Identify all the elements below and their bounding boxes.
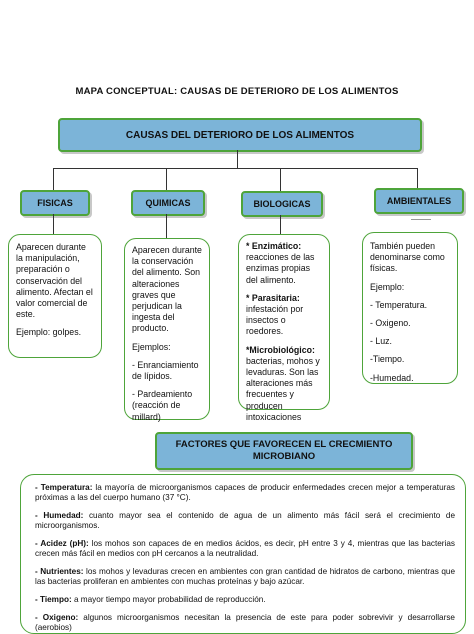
connector-quimicas [166, 168, 167, 190]
category-biologicas: BIOLOGICAS [241, 191, 323, 217]
quimicas-examples-label: Ejemplos: [132, 341, 171, 352]
factor-text: la mayoría de microorganismos capaces de producir enfermedades crecen mejor a temperaturas próximas a las del cuerpo humano (37 °C). [35, 483, 455, 502]
category-ambientales: AMBIENTALES [374, 188, 464, 214]
factor-text: cuanto mayor sea el contenido de agua de un alimento más fácil será el crecimiento de microorganismos. [35, 511, 456, 530]
factor-label: - Nutrientes: [35, 567, 84, 576]
ambientales-item: -Humedad. [370, 372, 414, 383]
factor-text: los mohos y levaduras crecen en ambientes con gran cantidad de hidratos de carbono, mientras que las bacterias proliferan en ambientes con muchas proteínas y bajo azúcar. [35, 567, 455, 586]
description-biologicas [238, 234, 330, 422]
factor-item [35, 511, 455, 531]
page-title: MAPA CONCEPTUAL: CAUSAS DE DETERIORO DE LOS ALIMENTOS [75, 86, 399, 97]
connector-main-down [237, 150, 238, 168]
description-quimicas [124, 238, 210, 420]
fisicas-text: Aparecen durante la manipulación, preparación o conservación del alimento. Afectan el valor comercial de este. [16, 242, 93, 320]
factor-item [35, 567, 455, 587]
microbiologico-label: *Microbiológico: [246, 344, 315, 355]
microbiologico-text: bacterias, mohos y levaduras. Son las alteraciones más frecuentes y producen intoxicaciones [246, 355, 320, 422]
quimicas-example-1: - Enranciamiento de lípidos. [132, 359, 199, 382]
enzimatico-label: * Enzimático: [246, 241, 302, 251]
enzimatico-text: reacciones de las enzimas propias del alimento. [246, 252, 315, 285]
connector-quimicas-desc [166, 214, 167, 238]
ambientales-example-label: Ejemplo: [370, 281, 405, 292]
factor-text: a mayor tiempo mayor probabilidad de reproducción. [71, 595, 266, 604]
parasitaria-text: infestación por insectos o roedores. [246, 304, 304, 337]
divider-dash [411, 219, 431, 220]
factor-label: - Temperatura: [35, 483, 93, 492]
connector-biologicas-desc [280, 215, 281, 234]
parasitaria-label: * Parasitaria: [246, 292, 300, 303]
factor-label: - Humedad: [35, 511, 84, 520]
factor-text: los mohos son capaces de en medios ácidos, es decir, pH entre 3 y 4, mientras que las bacterias crecen más fácil en medios con pH cercanos a la neutralidad. [35, 539, 455, 558]
connector-biologicas [280, 168, 281, 191]
ambientales-text: También pueden denominarse como físicas. [370, 241, 445, 274]
category-fisicas: FISICAS [20, 190, 90, 216]
factor-label: - Oxigeno: [35, 613, 79, 622]
factor-item [35, 613, 455, 633]
quimicas-text: Aparecen durante la conservación del alimento. Son alteraciones graves que perjudican la ingesta del producto. [132, 245, 202, 334]
connector-fisicas [53, 168, 54, 190]
ambientales-item: - Oxigeno. [370, 318, 411, 329]
factor-item [35, 539, 455, 559]
category-quimicas: QUIMICAS [131, 190, 205, 216]
ambientales-item: - Temperatura. [370, 299, 428, 310]
ambientales-item: - Luz. [370, 336, 393, 347]
connector-ambientales [417, 168, 418, 188]
main-concept-box: CAUSAS DEL DETERIORO DE LOS ALIMENTOS [58, 118, 422, 152]
fisicas-example: Ejemplo: golpes. [16, 327, 82, 338]
factor-label: - Acidez (pH): [35, 539, 89, 548]
factor-label: - Tiempo: [35, 595, 72, 604]
quimicas-example-2: - Pardeamiento (reacción de millard) [132, 389, 193, 422]
factores-box: FACTORES QUE FAVORECEN EL CRECMIENTO MICROBIANO [155, 432, 413, 470]
ambientales-item: -Tiempo. [370, 354, 405, 365]
factor-item [35, 595, 455, 605]
factors-list [20, 474, 466, 634]
factor-item [35, 483, 455, 503]
description-fisicas [8, 234, 102, 358]
factor-text: algunos microorganismos necesitan la presencia de este para poder sobrevivir y desarrollarse (aerobios) [35, 613, 455, 632]
description-ambientales [362, 232, 458, 384]
connector-fisicas-desc [53, 214, 54, 234]
connector-horizontal [53, 168, 417, 169]
